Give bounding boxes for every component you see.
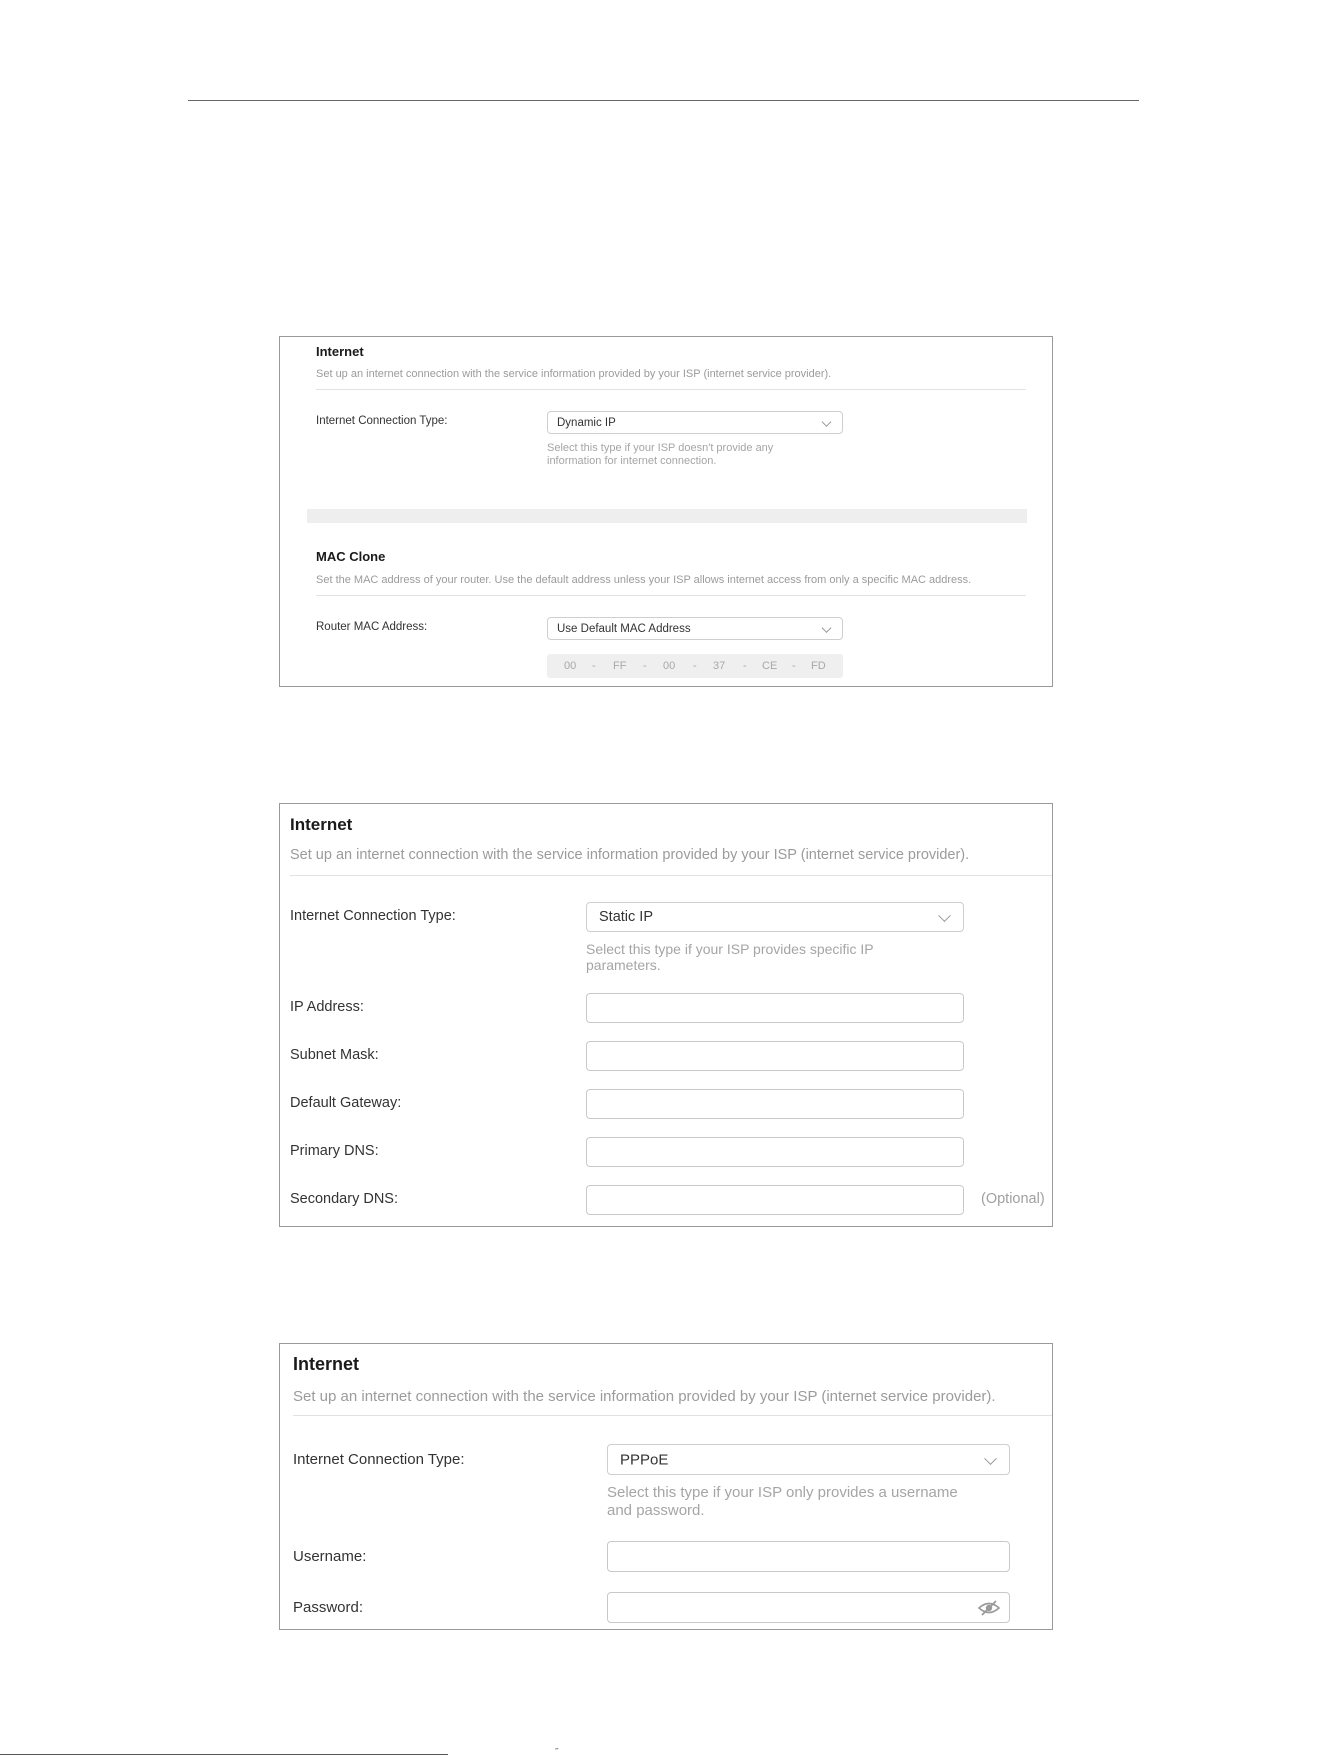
divider xyxy=(316,389,1026,390)
router-mac-value: Use Default MAC Address xyxy=(557,622,691,635)
panel-title: Internet xyxy=(293,1354,360,1374)
chevron-down-icon xyxy=(938,909,951,922)
connection-type-value: Dynamic IP xyxy=(557,416,616,429)
divider xyxy=(293,1415,1052,1416)
mac-separator: - xyxy=(592,660,596,672)
subnet-mask-label: Subnet Mask: xyxy=(290,1047,379,1063)
connection-type-label: Internet Connection Type: xyxy=(316,415,448,427)
footer-rule xyxy=(0,1754,448,1755)
panel-description: Set up an internet connection with the service information provided by your ISP (internet service provider). xyxy=(316,368,832,380)
chevron-down-icon xyxy=(822,417,832,427)
connection-type-help: Select this type if your ISP provides specific IP parameters. xyxy=(586,941,874,973)
subnet-mask-input[interactable] xyxy=(586,1041,964,1071)
mac-clone-description: Set the MAC address of your router. Use the default address unless your ISP allows internet access from only a specific MAC address. xyxy=(316,574,972,586)
username-input[interactable] xyxy=(607,1541,1010,1572)
chevron-down-icon xyxy=(822,623,832,633)
mac-octet: 00 xyxy=(564,660,577,672)
mac-clone-title: MAC Clone xyxy=(316,549,386,564)
footer-mark: ˝ xyxy=(555,1747,558,1757)
mac-separator: - xyxy=(743,660,747,672)
username-label: Username: xyxy=(293,1548,367,1565)
mac-octet: FD xyxy=(811,660,826,672)
ip-address-input[interactable] xyxy=(586,993,964,1023)
mac-separator: - xyxy=(693,660,697,672)
default-gateway-input[interactable] xyxy=(586,1089,964,1119)
eye-off-icon[interactable] xyxy=(977,1599,1001,1617)
connection-type-label: Internet Connection Type: xyxy=(293,1451,465,1468)
router-mac-label: Router MAC Address: xyxy=(316,621,428,633)
primary-dns-label: Primary DNS: xyxy=(290,1143,379,1159)
mac-octet: FF xyxy=(613,660,627,672)
connection-type-select[interactable] xyxy=(607,1444,1010,1475)
connection-type-value: PPPoE xyxy=(620,1451,669,1468)
mac-separator: - xyxy=(643,660,647,672)
divider xyxy=(290,875,1052,876)
secondary-dns-label: Secondary DNS: xyxy=(290,1191,398,1207)
mac-octet: 37 xyxy=(713,660,726,672)
chevron-down-icon xyxy=(984,1452,997,1465)
static-ip-panel xyxy=(279,803,1053,1227)
password-label: Password: xyxy=(293,1599,364,1616)
divider xyxy=(316,595,1026,596)
primary-dns-input[interactable] xyxy=(586,1137,964,1167)
panel-title: Internet xyxy=(290,815,353,834)
mac-separator: - xyxy=(792,660,796,672)
connection-type-help: Select this type if your ISP only provides a username and password. xyxy=(607,1484,958,1519)
ip-address-label: IP Address: xyxy=(290,999,364,1015)
password-input[interactable] xyxy=(607,1592,1010,1623)
panel-title: Internet xyxy=(316,344,364,359)
connection-type-select[interactable] xyxy=(547,411,843,434)
default-gateway-label: Default Gateway: xyxy=(290,1095,402,1111)
panel-description: Set up an internet connection with the service information provided by your ISP (internet service provider). xyxy=(293,1388,996,1405)
mac-octet: 00 xyxy=(663,660,676,672)
mac-octet: CE xyxy=(762,660,778,672)
header-rule xyxy=(188,100,1139,101)
pppoe-panel xyxy=(279,1343,1053,1630)
secondary-dns-input[interactable] xyxy=(586,1185,964,1215)
panel-description: Set up an internet connection with the service information provided by your ISP (internet service provider). xyxy=(290,847,970,863)
dynamic-ip-panel xyxy=(279,336,1053,687)
section-separator xyxy=(307,509,1027,523)
connection-type-help: Select this type if your ISP doesn't provide any information for internet connection. xyxy=(547,442,774,467)
optional-note: (Optional) xyxy=(981,1191,1045,1207)
connection-type-select[interactable] xyxy=(586,902,964,932)
mac-address-field xyxy=(547,654,843,678)
router-mac-select[interactable] xyxy=(547,617,843,640)
connection-type-label: Internet Connection Type: xyxy=(290,908,456,924)
connection-type-value: Static IP xyxy=(599,909,653,925)
